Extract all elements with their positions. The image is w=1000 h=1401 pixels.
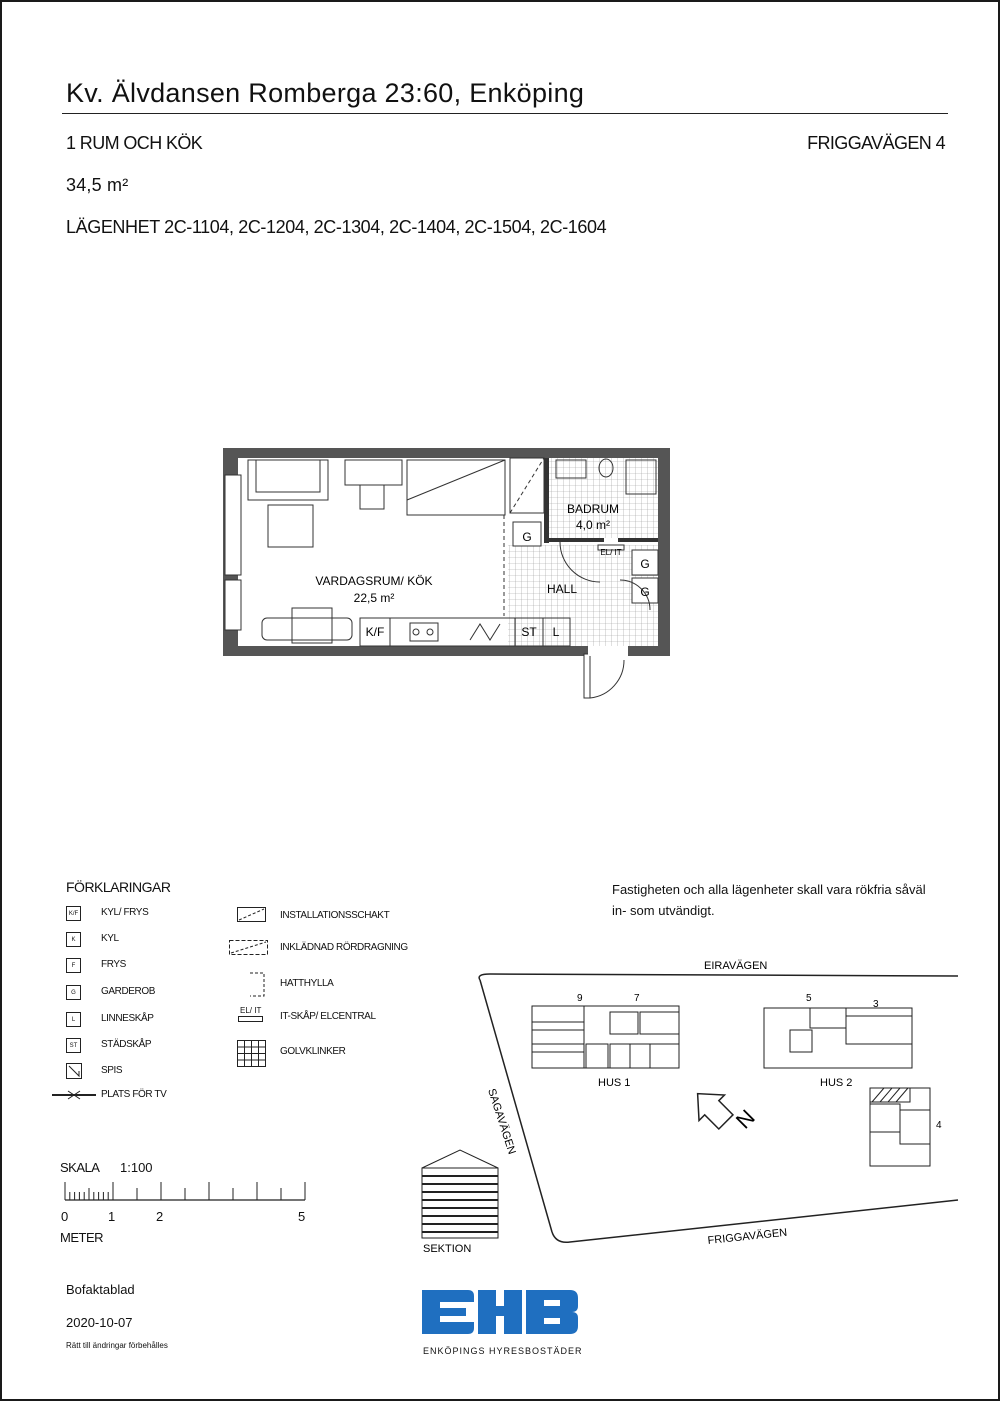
- document-date: 2020-10-07: [66, 1315, 133, 1330]
- legend-item: PLATS FÖR TV: [101, 1089, 167, 1100]
- scale-tick-0: 0: [61, 1209, 69, 1224]
- cleaning-symbol: ST: [66, 1038, 81, 1053]
- building-number-7: 7: [634, 993, 640, 1004]
- legend-item: INSTALLATIONSSCHAKT: [280, 910, 390, 921]
- legend-item: GOLVKLINKER: [280, 1046, 346, 1057]
- north-arrow-icon: [685, 1081, 739, 1135]
- house-1-label: HUS 1: [598, 1077, 631, 1089]
- freezer-symbol: F: [66, 958, 81, 973]
- legend-item: GARDEROB: [101, 986, 156, 997]
- ehb-logo: [418, 1286, 582, 1338]
- company-name: ENKÖPINGS HYRESBOSTÄDER: [423, 1346, 583, 1356]
- road-sagavagen: SAGAVÄGEN: [485, 1087, 518, 1156]
- street-address: FRIGGAVÄGEN 4: [807, 133, 945, 153]
- legend-item: LINNESKÅP: [101, 1013, 154, 1024]
- scale-ratio: 1:100: [120, 1160, 153, 1175]
- building-number-5: 5: [806, 993, 812, 1004]
- living-room-area: 22,5 m²: [353, 591, 395, 605]
- apartment-numbers: LÄGENHET 2C-1104, 2C-1204, 2C-1304, 2C-1404, 2C-1504, 2C-1604: [66, 217, 607, 237]
- scale-label: SKALA: [60, 1160, 100, 1175]
- legend-item: FRYS: [101, 959, 126, 970]
- house-2-label: HUS 2: [820, 1077, 853, 1089]
- hall-label: HALL: [546, 582, 578, 596]
- disclaimer: Rätt till ändringar förbehålles: [66, 1341, 168, 1350]
- wardrobe-label-1: G: [522, 530, 532, 544]
- fridge-freezer-symbol: K/F: [66, 906, 81, 921]
- legend-item: INKLÄDNAD RÖRDRAGNING: [280, 942, 408, 953]
- legend-title: FÖRKLARINGAR: [66, 879, 171, 895]
- scale-unit: METER: [60, 1230, 103, 1245]
- document-type: Bofaktablad: [66, 1282, 135, 1297]
- legend-item: STÄDSKÅP: [101, 1039, 152, 1050]
- scale-tick-1: 1: [108, 1209, 116, 1224]
- shaft-icon: [237, 907, 267, 923]
- scale-tick-2: 2: [156, 1209, 164, 1224]
- cleaning-cabinet-label: ST: [521, 625, 537, 639]
- section-label: SEKTION: [423, 1243, 472, 1255]
- north-label: N: [730, 1104, 760, 1134]
- linen-symbol: L: [66, 1012, 81, 1027]
- apartment-area: 34,5 m²: [66, 175, 129, 195]
- wardrobe-label-3: G: [640, 585, 650, 599]
- page-title: Kv. Älvdansen Romberga 23:60, Enköping: [66, 78, 585, 108]
- legend-item: HATTHYLLA: [280, 978, 334, 989]
- bathroom-area: 4,0 m²: [575, 518, 611, 532]
- wardrobe-label-2: G: [640, 557, 650, 571]
- wardrobe-symbol: G: [66, 985, 81, 1000]
- legend-item: KYL: [101, 933, 119, 944]
- building-number-4: 4: [936, 1120, 942, 1131]
- scale-tick-5: 5: [298, 1209, 306, 1224]
- linen-cabinet-label: L: [552, 625, 560, 639]
- legend-item: IT-SKÅP/ ELCENTRAL: [280, 1011, 376, 1022]
- site-plan: [0, 940, 1000, 1260]
- bathroom-label: BADRUM: [566, 502, 620, 516]
- road-friggavagen: FRIGGAVÄGEN: [707, 1226, 788, 1247]
- apartment-type: 1 RUM OCH KÖK: [66, 133, 203, 153]
- el-it-label: EL/ IT: [600, 548, 622, 557]
- legend-item: KYL/ FRYS: [101, 907, 149, 918]
- el-it-symbol: EL/ IT: [240, 1006, 262, 1015]
- building-number-9: 9: [577, 993, 583, 1004]
- fridge-symbol: K: [66, 932, 81, 947]
- fridge-freezer-label: K/F: [365, 625, 385, 639]
- smoke-free-note: Fastigheten och alla lägenheter skall vara rökfria såväl in- som utvändigt.: [612, 882, 926, 918]
- building-number-3: 3: [873, 999, 879, 1010]
- legend-item: SPIS: [101, 1065, 123, 1076]
- living-room-label: VARDAGSRUM/ KÖK: [315, 574, 433, 588]
- road-eiravagen: EIRAVÄGEN: [704, 960, 768, 972]
